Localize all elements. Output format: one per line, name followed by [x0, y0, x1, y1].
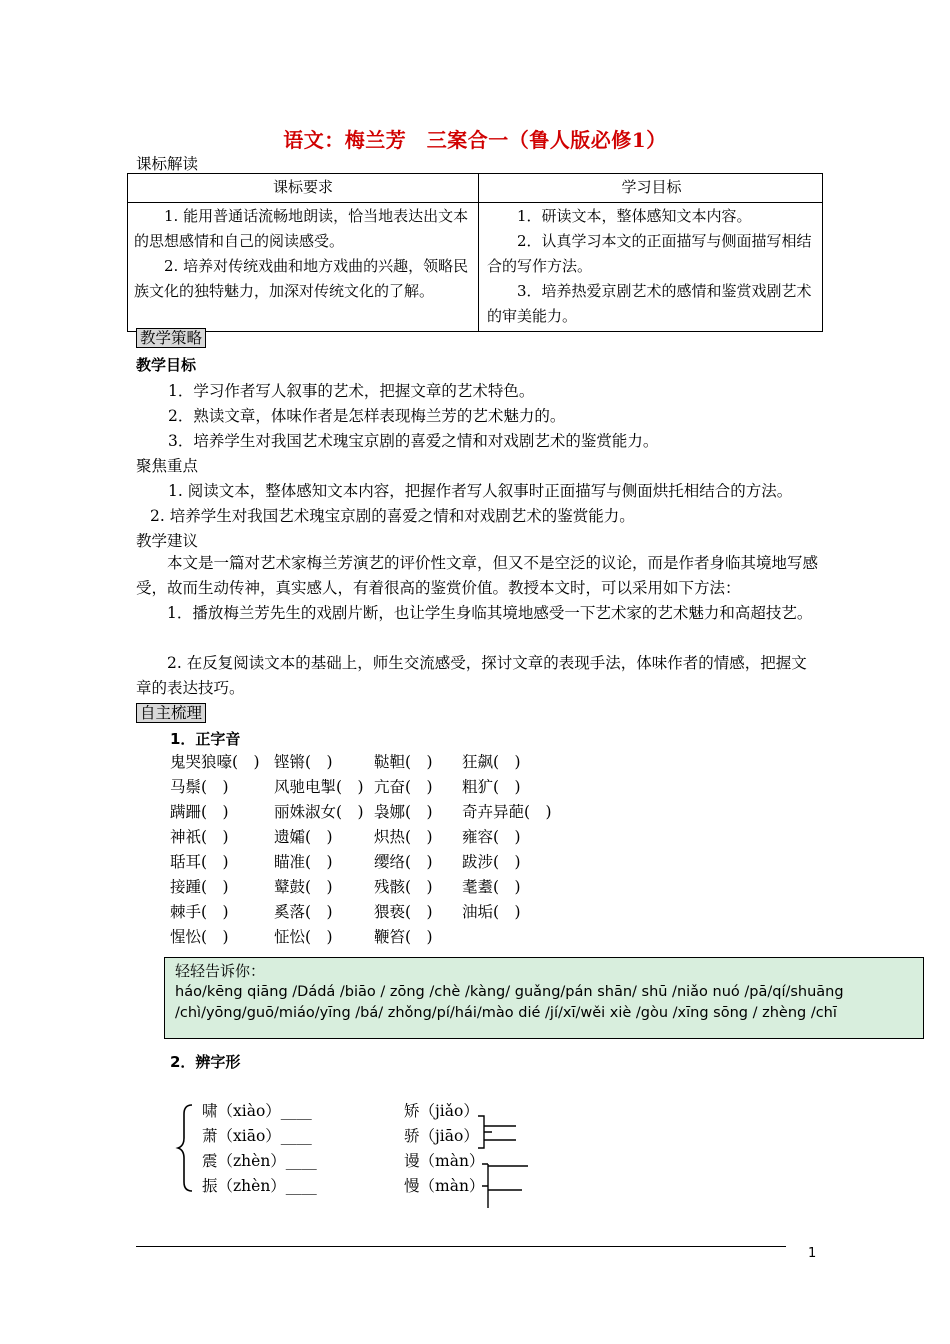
pronunciation-item: 奚落( ): [274, 903, 333, 921]
pronunciation-item: 狂飙( ): [462, 753, 521, 771]
pronunciation-item: 鬼哭狼嚎( ): [170, 753, 260, 771]
goal-item: 2．认真学习本文的正面描写与侧面描写相结合的写作方法。: [487, 232, 812, 275]
shape-right-item: 矫（jiǎo）: [404, 1102, 479, 1120]
pronunciation-item: 炽热( ): [374, 828, 433, 846]
focus-item: 1. 阅读文本，整体感知文本内容，把握作者写人叙事时正面描写与侧面烘托相结合的方法。: [168, 482, 793, 500]
pronunciation-item: 遗孀( ): [274, 828, 333, 846]
pronunciation-item: 蹒跚( ): [170, 803, 229, 821]
page-title: 语文：梅兰芳 三案合一（鲁人版必修1）: [283, 128, 667, 152]
pronunciation-item: 鞑靼( ): [374, 753, 433, 771]
pronunciation-item: 猥亵( ): [374, 903, 433, 921]
self-study-label: 自主梳理: [136, 703, 206, 723]
focus-heading: 聚焦重点: [136, 457, 199, 475]
strategy-label: 教学策略: [136, 328, 206, 348]
pronunciation-item: 铿锵( ): [274, 753, 333, 771]
shape-left-item: 萧（xiāo）____: [202, 1127, 312, 1145]
advice-heading: 教学建议: [136, 532, 199, 550]
pronunciation-item: 棘手( ): [170, 903, 229, 921]
footer-rule: [136, 1246, 786, 1247]
pronunciation-item: 残骸( ): [374, 878, 433, 896]
tip-pinyin-line: háo/kēng qiāng /Dádá /biāo / zōng /chè /kàng/ guǎng/pán shān/ shū /niǎo nuó /pā/qí/shuāng: [175, 984, 844, 1000]
shape-left-item: 震（zhèn）____: [202, 1152, 317, 1170]
shape-left-item: 啸（xiào）____: [202, 1102, 312, 1120]
shape-right-item: 谩（màn）: [404, 1152, 485, 1170]
tip-pinyin-line: /chì/yōng/guō/miáo/yīng /bá/ zhǒng/pí/hái/mào dié /jí/xī/wěi xiè /gòu /xīng sōng / zhèng /chī: [175, 1005, 837, 1021]
goals-heading: 教学目标: [136, 356, 197, 374]
pronunciation-item: 神祇( ): [170, 828, 229, 846]
section-kebiao: 课标解读: [136, 155, 199, 173]
shape-heading: 2．辨字形: [170, 1053, 241, 1071]
goals-item: 2．熟读文章，体味作者是怎样表现梅兰芳的艺术魅力的。: [168, 407, 566, 425]
shape-right-item: 慢（màn）: [404, 1177, 485, 1195]
advice-paragraph: 本文是一篇对艺术家梅兰芳演艺的评价性文章，但又不是空泛的议论，而是作者身临其境地写感受，故而生动传神，真实感人，有着很高的鉴赏价值。教授本文时，可以采用如下方法：: [136, 554, 819, 597]
pronunciation-item: 雍容( ): [462, 828, 521, 846]
table-header-left: 课标要求: [128, 174, 479, 203]
pronunciation-item: 粗犷( ): [462, 778, 521, 796]
pronunciation-item: 马鬃( ): [170, 778, 229, 796]
pronunciation-item: 风驰电掣( ): [274, 778, 364, 796]
pronunciation-item: 亢奋( ): [374, 778, 433, 796]
advice-paragraph: 1．播放梅兰芳先生的戏剧片断，也让学生身临其境地感受一下艺术家的艺术魅力和高超技艺。: [167, 604, 813, 622]
pronunciation-item: 耄耋( ): [462, 878, 521, 896]
goals-item: 3．培养学生对我国艺术瑰宝京剧的喜爱之情和对戏剧艺术的鉴赏能力。: [168, 432, 659, 450]
goal-item: 3．培养热爱京剧艺术的感情和鉴赏戏剧艺术的审美能力。: [487, 282, 812, 325]
requirement-item: 1. 能用普通话流畅地朗读，恰当地表达出文本的思想感情和自己的阅读感受。: [134, 207, 469, 250]
pronunciation-item: 缨络( ): [374, 853, 433, 871]
requirement-item: 2. 培养对传统戏曲和地方戏曲的兴趣，领略民族文化的独特魅力，加深对传统文化的了解。: [134, 257, 469, 300]
focus-item: 2. 培养学生对我国艺术瑰宝京剧的喜爱之情和对戏剧艺术的鉴赏能力。: [150, 507, 635, 525]
table-cell-requirements: [128, 203, 479, 332]
pronunciation-item: 跋涉( ): [462, 853, 521, 871]
standards-table: [127, 173, 823, 332]
table-cell-goals: [479, 203, 823, 332]
table-header-right: 学习目标: [479, 174, 823, 203]
pronunciation-item: 聒耳( ): [170, 853, 229, 871]
pronunciation-item: 怔忪( ): [274, 928, 333, 946]
shape-right-item: 骄（jiāo）: [404, 1127, 479, 1145]
pronunciation-item: 袅娜( ): [374, 803, 433, 821]
advice-paragraph: 2. 在反复阅读文本的基础上，师生交流感受，探讨文章的表现手法，体味作者的情感，把握文章的表达技巧。: [136, 654, 807, 697]
pronunciation-item: 油垢( ): [462, 903, 521, 921]
pronunciation-item: 丽姝淑女( ): [274, 803, 364, 821]
pronunciation-item: 接踵( ): [170, 878, 229, 896]
pronunciation-item: 奇卉异葩( ): [462, 803, 552, 821]
tip-label: 轻轻告诉你：: [175, 962, 266, 980]
page-number: 1: [808, 1246, 817, 1261]
tip-box: [164, 957, 924, 1039]
pronunciation-heading: 1．正字音: [170, 730, 241, 748]
pronunciation-item: 惺忪( ): [170, 928, 229, 946]
goal-item: 1．研读文本，整体感知文本内容。: [517, 207, 752, 225]
goals-item: 1．学习作者写人叙事的艺术，把握文章的艺术特色。: [168, 382, 535, 400]
pronunciation-item: 鞭笞( ): [374, 928, 433, 946]
left-brace-icon: [174, 1102, 196, 1194]
shape-left-item: 振（zhèn）____: [202, 1177, 317, 1195]
pronunciation-item: 鼙鼓( ): [274, 878, 333, 896]
right-brace-icon: [474, 1104, 534, 1212]
pronunciation-item: 瞄准( ): [274, 853, 333, 871]
